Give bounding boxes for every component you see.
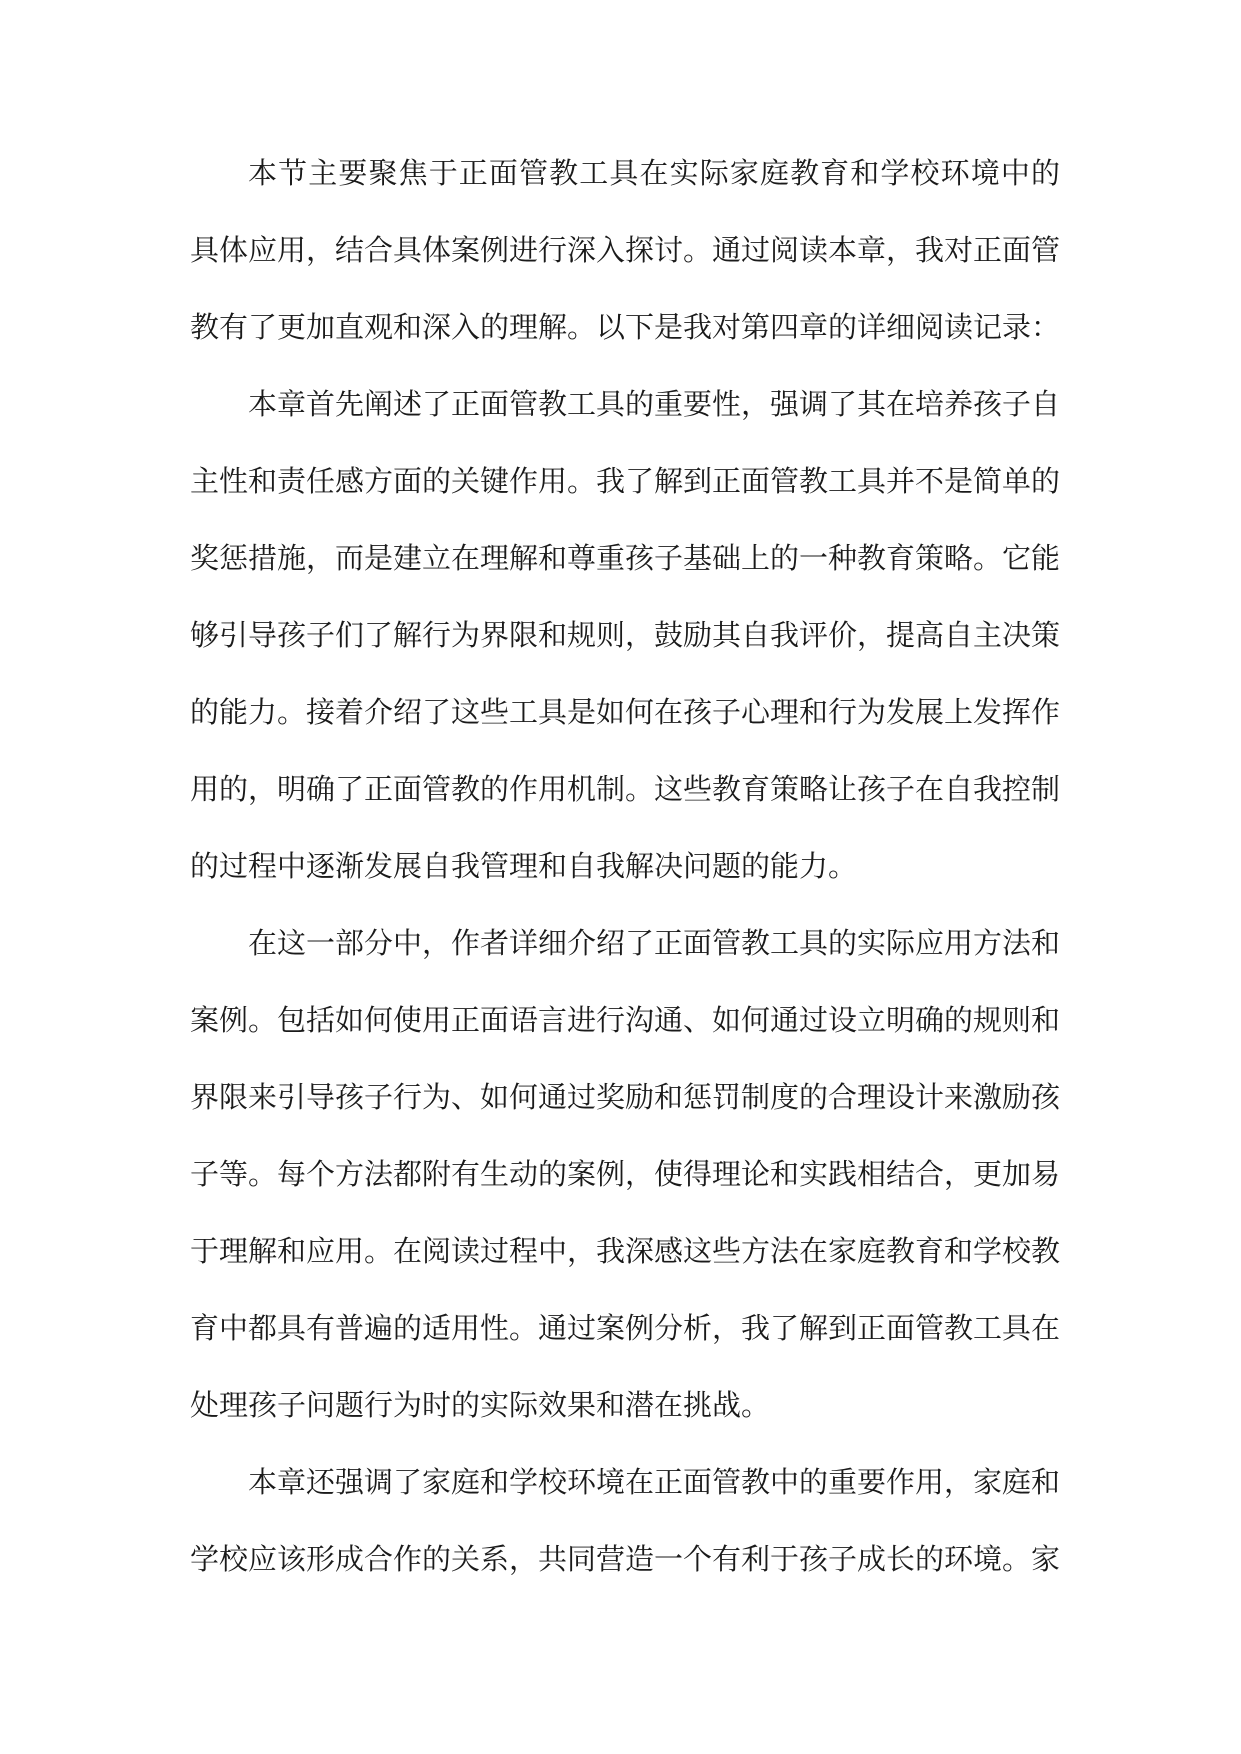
text-line: 处理孩子问题行为时的实际效果和潜在挑战。	[190, 1388, 771, 1422]
text-line: 子等。每个方法都附有生动的案例，使得理论和实践相结合，更加易	[190, 1157, 1061, 1191]
text-line: 用的，明确了正面管教的作用机制。这些教育策略让孩子在自我控制	[190, 772, 1061, 806]
text-line: 界限来引导孩子行为、如何通过奖励和惩罚制度的合理设计来激励孩	[190, 1080, 1061, 1114]
paragraph-2	[190, 366, 1060, 905]
text-line: 具体应用，结合具体案例进行深入探讨。通过阅读本章，我对正面管	[190, 233, 1061, 267]
text-line: 本章首先阐述了正面管教工具的重要性，强调了其在培养孩子自	[248, 387, 1061, 421]
text-line: 在这一部分中，作者详细介绍了正面管教工具的实际应用方法和	[248, 926, 1061, 960]
paragraph-1	[190, 135, 1060, 366]
text-line: 教有了更加直观和深入的理解。以下是我对第四章的详细阅读记录：	[190, 310, 1061, 344]
text-line: 案例。包括如何使用正面语言进行沟通、如何通过设立明确的规则和	[190, 1003, 1061, 1037]
text-line: 奖惩措施，而是建立在理解和尊重孩子基础上的一种教育策略。它能	[190, 541, 1061, 575]
text-line: 于理解和应用。在阅读过程中，我深感这些方法在家庭教育和学校教	[190, 1234, 1061, 1268]
paragraph-4	[190, 1444, 1060, 1598]
text-line: 够引导孩子们了解行为界限和规则，鼓励其自我评价，提高自主决策	[190, 618, 1061, 652]
text-line: 本章还强调了家庭和学校环境在正面管教中的重要作用，家庭和	[248, 1465, 1061, 1499]
paragraph-3	[190, 905, 1060, 1444]
text-line: 本节主要聚焦于正面管教工具在实际家庭教育和学校环境中的	[248, 156, 1060, 190]
body-text	[190, 135, 1060, 1598]
text-line: 学校应该形成合作的关系，共同营造一个有利于孩子成长的环境。家	[190, 1542, 1061, 1576]
text-line: 的能力。接着介绍了这些工具是如何在孩子心理和行为发展上发挥作	[190, 695, 1061, 729]
text-line: 主性和责任感方面的关键作用。我了解到正面管教工具并不是简单的	[190, 464, 1061, 498]
text-line: 的过程中逐渐发展自我管理和自我解决问题的能力。	[190, 849, 858, 883]
text-line: 育中都具有普遍的适用性。通过案例分析，我了解到正面管教工具在	[190, 1311, 1061, 1345]
